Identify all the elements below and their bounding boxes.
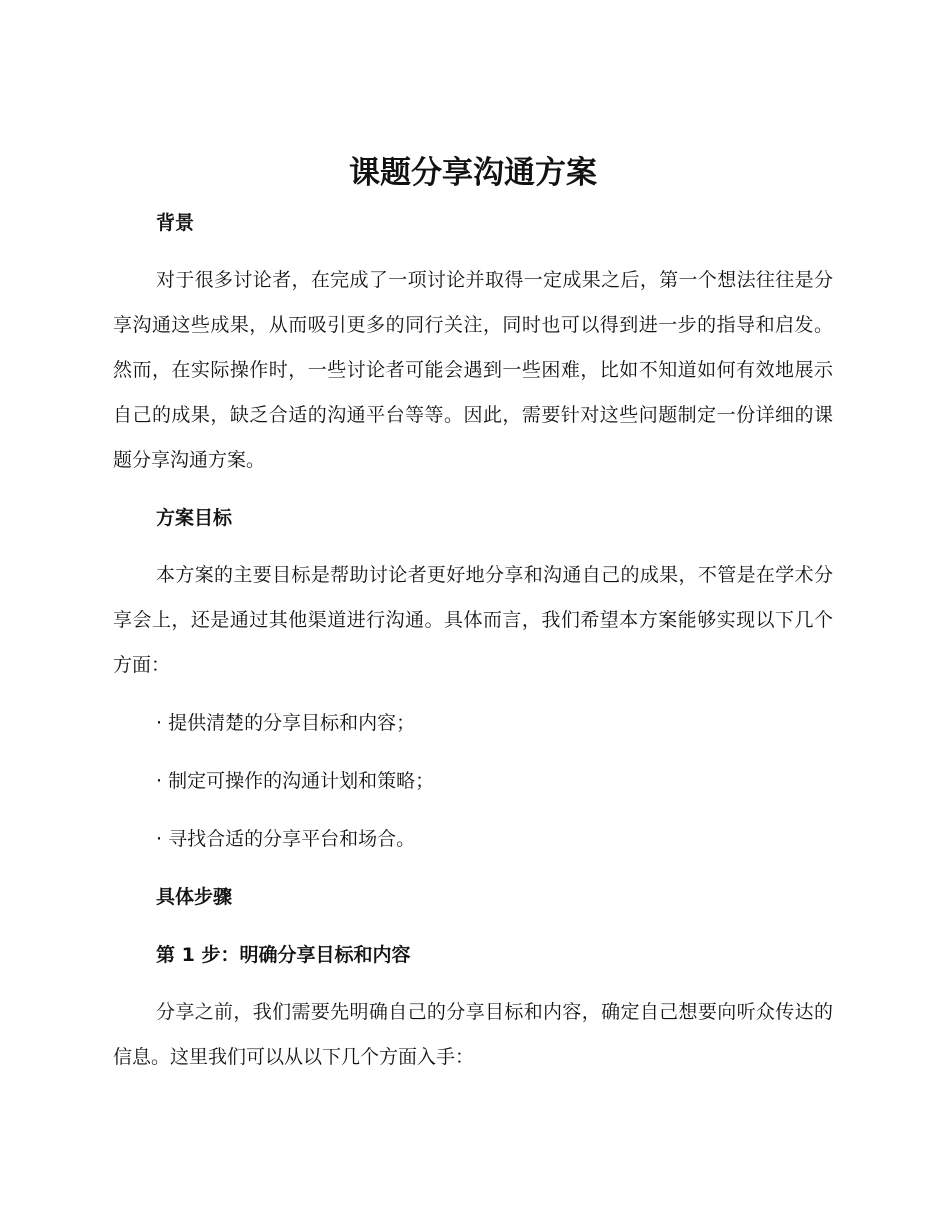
goal-bullet-item: · 制定可操作的沟通计划和策略； <box>156 770 435 792</box>
goal-bullet-item: · 提供清楚的分享目标和内容； <box>156 712 416 734</box>
goals-paragraph: 本方案的主要目标是帮助讨论者更好地分享和沟通自己的成果，不管是在学术分享会上，还是通过其他渠道进行沟通。具体而言，我们希望本方案能够实现以下几个方面： <box>113 564 833 676</box>
document-content <box>113 152 833 1080</box>
step-1-paragraph: 分享之前，我们需要先明确自己的分享目标和内容，确定自己想要向听众传达的信息。这里我们可以从以下几个方面入手： <box>113 1001 833 1068</box>
spacer <box>113 912 833 940</box>
document-title: 课题分享沟通方案 <box>349 155 597 191</box>
spacer <box>113 533 833 553</box>
spacer <box>113 854 833 882</box>
step-1-heading: 第 1 步：明确分享目标和内容 <box>156 944 411 966</box>
background-paragraph: 对于很多讨论者，在完成了一项讨论并取得一定成果之后，第一个想法往往是分享沟通这些成果，从而吸引更多的同行关注，同时也可以得到进一步的指导和启发。然而，在实际操作时，一些讨论者可能会遇到一些困难，比如不知道如何有效地展示自己的成果，缺乏合适的沟通平台等等。因此，需要针对这些问题制定一份详细的课题分享沟通方案。 <box>113 269 833 471</box>
section-heading-steps: 具体步骤 <box>156 886 233 908</box>
spacer <box>113 688 833 708</box>
spacer <box>113 238 833 258</box>
spacer <box>113 738 833 766</box>
section-heading-background: 背景 <box>156 212 195 234</box>
spacer <box>113 796 833 824</box>
spacer <box>113 970 833 990</box>
spacer <box>113 483 833 503</box>
goal-bullet-item: · 寻找合适的分享平台和场合。 <box>156 828 416 850</box>
section-heading-goals: 方案目标 <box>156 507 233 529</box>
